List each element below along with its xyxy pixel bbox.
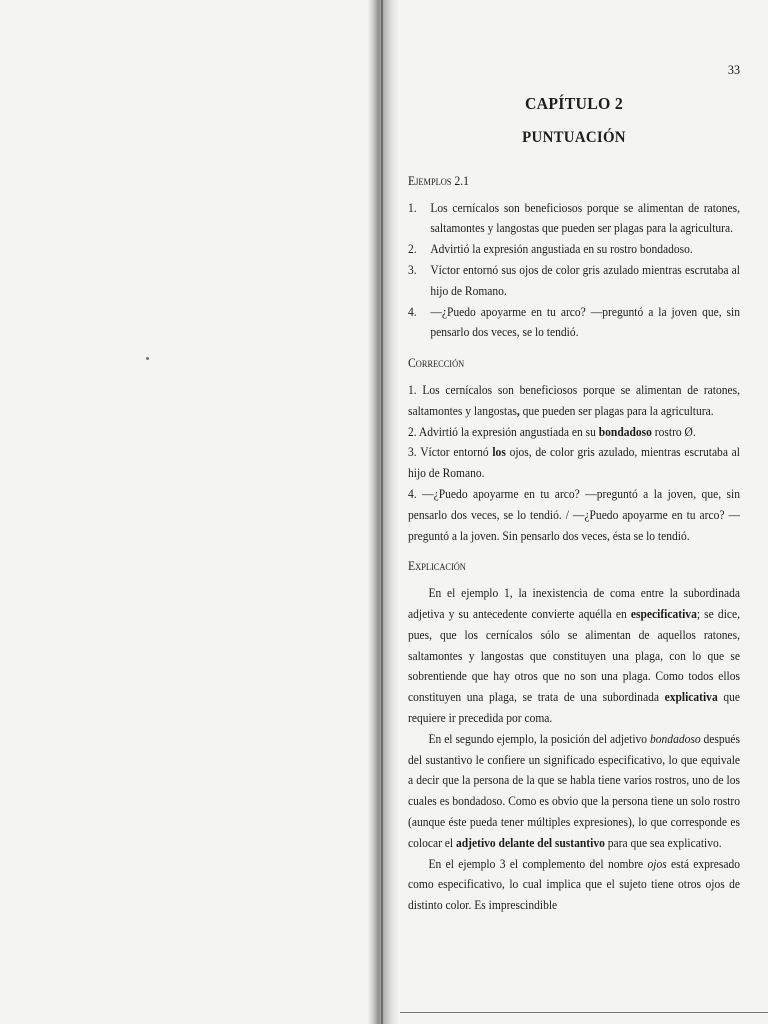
explicacion-paragraph-3 bbox=[408, 854, 740, 916]
chapter-subtitle: PUNTUACIÓN bbox=[522, 128, 626, 146]
ejemplo-item bbox=[408, 302, 740, 344]
paragraph-text: En el segundo ejemplo, la posición del adjetivo bbox=[428, 731, 651, 746]
explicacion-paragraph-2 bbox=[408, 729, 740, 854]
explicacion-paragraph-1 bbox=[408, 583, 740, 729]
correccion-text: 2. Advirtió la expresión angustiada en su bbox=[408, 424, 599, 439]
ejemplo-text: Los cernícalos son beneficiosos porque se alimentan de ratones, saltamontes y langostas que pueden ser plagas para la agricultura. bbox=[430, 200, 741, 236]
paragraph-text: para que sea explicativo. bbox=[604, 835, 722, 850]
correccion-item bbox=[408, 442, 740, 484]
explicacion-heading: Explicación bbox=[408, 559, 466, 574]
ejemplo-item bbox=[408, 239, 740, 260]
paragraph-text: está expresado como especificativo, lo cual implica que el sujeto tiene otros ojos de distinto color. Es imprescindible bbox=[408, 856, 741, 913]
ejemplo-text: —¿Puedo apoyarme en tu arco? —preguntó a la joven que, sin pensarlo dos veces, se lo tendió. bbox=[430, 304, 741, 340]
ejemplos-heading: Ejemplos 2.1 bbox=[408, 173, 470, 188]
bold-term: explicativa bbox=[664, 690, 718, 705]
ejemplo-number: 3. bbox=[408, 262, 417, 277]
correccion-item bbox=[408, 380, 740, 422]
correccion-item bbox=[408, 422, 740, 443]
book-spine-shadow bbox=[368, 0, 398, 1024]
ejemplo-item bbox=[408, 260, 740, 302]
ejemplo-number: 1. bbox=[408, 200, 417, 215]
correccion-heading: Corrección bbox=[408, 356, 465, 371]
correccion-highlight: los bbox=[492, 445, 506, 460]
ejemplo-number: 4. bbox=[408, 304, 417, 319]
page-number: 33 bbox=[727, 62, 741, 77]
correccion-list bbox=[408, 380, 740, 546]
correccion-item bbox=[408, 484, 740, 546]
correccion-text: rostro Ø. bbox=[651, 424, 696, 439]
correccion-text: que pueden ser plagas para la agricultura. bbox=[519, 403, 714, 418]
ejemplos-list bbox=[408, 198, 740, 344]
paper-speck bbox=[146, 357, 149, 360]
correccion-text: 3. Víctor entornó bbox=[408, 445, 493, 460]
correccion-text: 1. Los cernícalos son beneficiosos porque se alimentan de ratones, saltamontes y langostas bbox=[408, 382, 741, 418]
paragraph-text: después del sustantivo le confiere un significado especificativo, lo que equivale a decir que la persona de la que se habla tiene varios rostros, uno de los cuales es bondadoso. Como es obvio que la persona tiene un solo rostro (aunque éste pueda tener múltiples expresiones), lo que corresponde es colocar el bbox=[408, 731, 741, 850]
ejemplo-number: 2. bbox=[408, 242, 417, 257]
ejemplo-text: Víctor entornó sus ojos de color gris azulado mientras escrutaba al hijo de Romano. bbox=[430, 262, 741, 298]
bold-term: adjetivo delante del sustantivo bbox=[455, 835, 605, 850]
book-gutter-line bbox=[381, 0, 383, 1024]
correccion-text: ojos, de color gris azulado, mientras escrutaba al hijo de Romano. bbox=[408, 445, 741, 481]
bold-term: especificativa bbox=[630, 606, 697, 621]
paragraph-text: En el ejemplo 3 el complemento del nombre bbox=[428, 856, 648, 871]
correccion-highlight: , bbox=[516, 403, 520, 418]
paragraph-text: que requiere ir precedida por coma. bbox=[408, 690, 740, 725]
italic-term: ojos bbox=[647, 856, 667, 871]
paragraph-text: En el ejemplo 1, la inexistencia de coma entre la subordinada adjetiva y su antecedente convierte aquélla en bbox=[408, 586, 741, 621]
italic-term: bondadoso bbox=[650, 731, 701, 746]
paragraph-text: ; se dice, pues, que los cernícalos sólo se alimentan de aquellos ratones, saltamontes y langostas que constituyen una plaga, con lo que se sobrentiende que hay otros que no son una plaga. Como todos ellos constituyen una plaga, se trata de una subordinada bbox=[408, 606, 741, 705]
chapter-title: CAPÍTULO 2 bbox=[524, 93, 624, 113]
ejemplo-text: Advirtió la expresión angustiada en su rostro bondadoso. bbox=[430, 242, 693, 257]
correccion-highlight: bondadoso bbox=[598, 424, 652, 439]
correccion-text: 4. —¿Puedo apoyarme en tu arco? —preguntó a la joven, que, sin pensarlo dos veces, se lo tendió. / —¿Puedo apoyarme en tu arco? —preguntó a la joven. Sin pensarlo dos veces, ésta se lo tendió. bbox=[408, 486, 741, 543]
book-page bbox=[408, 60, 741, 1010]
ejemplo-item bbox=[408, 198, 740, 240]
page-bottom-edge bbox=[400, 1012, 768, 1013]
